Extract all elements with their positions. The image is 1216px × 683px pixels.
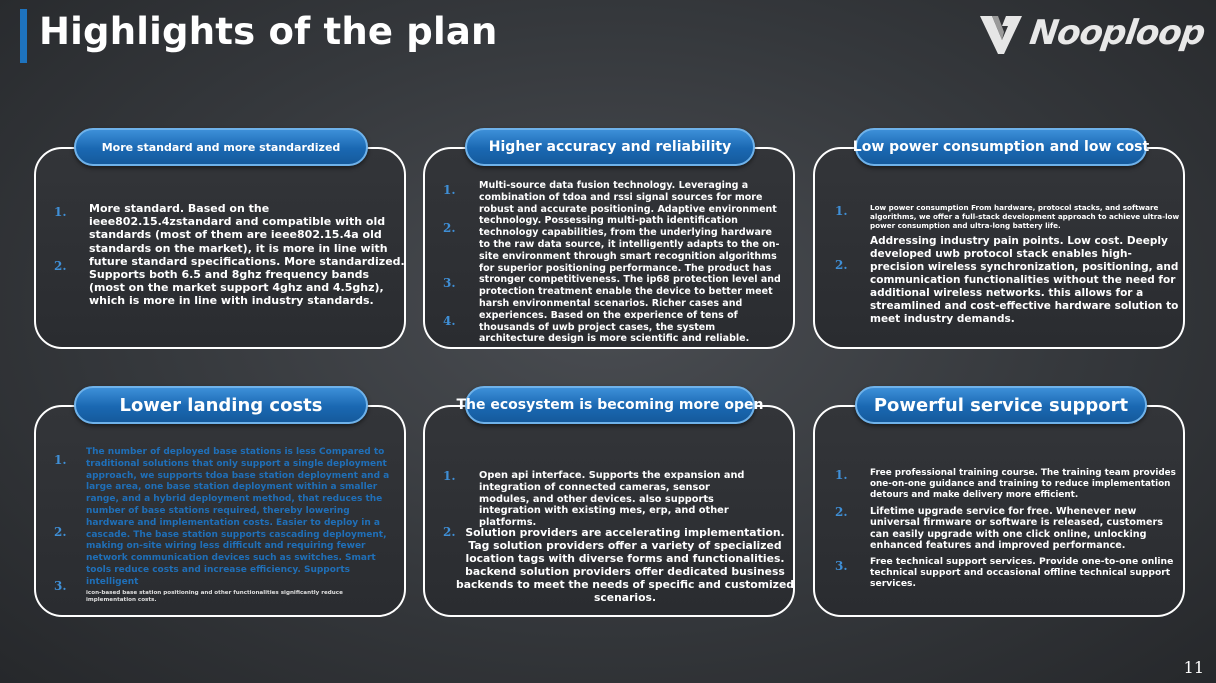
list-number: 3. — [54, 579, 67, 593]
list-number: 1. — [443, 469, 456, 483]
card-paragraph: Solution providers are accelerating implementation. Tag solution providers offer a variety of specialized location tags with diverse forms and functionalities. backend solution providers offer dedicated business backends to meet the needs of specific and customized scenarios. — [455, 526, 794, 604]
list-number: 2. — [54, 259, 67, 273]
card-service-support — [813, 394, 1185, 617]
brand-logo — [978, 12, 1208, 56]
card-paragraph: Low power consumption From hardware, protocol stacks, and software algorithms, we offer a full-stack development approach to achieve ultra-low power consumption and ultra-long battery life. — [870, 203, 1180, 231]
card-paragraph: Free technical support services. Provide one-to-one online technical support and occasional offline technical support services. — [870, 555, 1174, 590]
card-landing-costs-title: Lower landing costs — [74, 386, 368, 424]
card-service-support-title: Powerful service support — [855, 386, 1147, 424]
page-title: Highlights of the plan — [39, 10, 498, 53]
page-number: 11 — [1183, 658, 1204, 677]
list-number: 1. — [54, 453, 67, 467]
list-number: 2. — [835, 258, 848, 272]
list-number: 1. — [835, 204, 848, 218]
card-paragraph: Lifetime upgrade service for free. Whenever new universal firmware or software is released, customers can easily upgrade with one click online, unlocking enhanced features and improved performance. — [870, 505, 1163, 552]
list-number: 2. — [835, 505, 848, 519]
logo-wordmark: Nooploop — [1027, 13, 1208, 53]
card-accuracy-title: Higher accuracy and reliability — [465, 128, 755, 166]
list-number: 3. — [443, 276, 456, 290]
card-paragraph: Free professional training course. The training team provides one-on-one guidance and training to reduce implementation detours and make delivery more efficient. — [870, 468, 1176, 501]
list-number: 2. — [443, 525, 456, 539]
list-number: 2. — [54, 525, 67, 539]
list-number: 1. — [835, 468, 848, 482]
card-low-power — [813, 139, 1185, 349]
card-standard-title: More standard and more standardized — [74, 128, 368, 166]
card-ecosystem — [423, 397, 795, 617]
title-accent-bar — [20, 9, 27, 63]
card-paragraph: Open api interface. Supports the expansion and integration of connected cameras, sensor modules, and other devices. also supports integration with existing mes, erp, and other platforms. — [479, 470, 745, 529]
card-ecosystem-title: The ecosystem is becoming more open — [465, 386, 755, 424]
list-number: 1. — [443, 183, 456, 197]
list-number: 4. — [443, 314, 456, 328]
card-paragraph: Addressing industry pain points. Low cost. Deeply developed uwb protocol stack enables high-precision wireless synchronization, positioning, and communication functionalities without the need for additional wireless networks. this allows for a streamlined and cost-effective hardware solution to meet industry demands. — [870, 234, 1179, 325]
logo-mark-icon — [978, 12, 1026, 56]
list-number: 1. — [54, 205, 67, 219]
card-accuracy — [423, 139, 795, 349]
card-landing-costs — [34, 394, 406, 617]
card-standard — [34, 140, 406, 349]
card-paragraph: Multi-source data fusion technology. Leveraging a combination of tdoa and rssi signal sources for more robust and accurate positioning. Adaptive environment technology. Possessing multi-path identification technology capabilities, from the underlying hardware to the raw data source, it intelligently adapts to the on-site environment through smart recognition algorithms for superior positioning performance. The product has stronger competitiveness. The ip68 protection level and protection treatment enable the device to better meet harsh environmental scenarios. Richer cases and experiences. Based on the experience of tens of thousands of uwb project cases, the system architecture design is more scientific and reliable. — [479, 180, 781, 345]
card-low-power-title: Low power consumption and low cost — [855, 128, 1147, 166]
card-paragraph: More standard. Based on the ieee802.15.4zstandard and compatible with old standards (most of them are ieee802.15.4a old standards on the market), it is more in line with future standard specifications. More standardized. Supports both 6.5 and 8ghz frequency bands (most on the market support 4ghz and 4.5ghz), which is more in line with industry standards. — [89, 202, 405, 308]
list-number: 2. — [443, 221, 456, 235]
list-number: 3. — [835, 559, 848, 573]
card-paragraph: The number of deployed base stations is less Compared to traditional solutions that only support a single deployment approach, we supports tdoa base station deployment and a large area, one base station deployment within a smaller range, and a hybrid deployment method, that reduces the number of base stations required, thereby lowering hardware and implementation costs. Easier to deploy in a cascade. The base station supports cascading deployment, making on-site wiring less difficult and requiring fewer network communication devices such as switches. Smart tools reduce costs and increase efficiency. Supports intelligent — [86, 447, 390, 587]
card-paragraph: icon-based base station positioning and other functionalities significantly reduce implementation costs. — [86, 589, 343, 603]
